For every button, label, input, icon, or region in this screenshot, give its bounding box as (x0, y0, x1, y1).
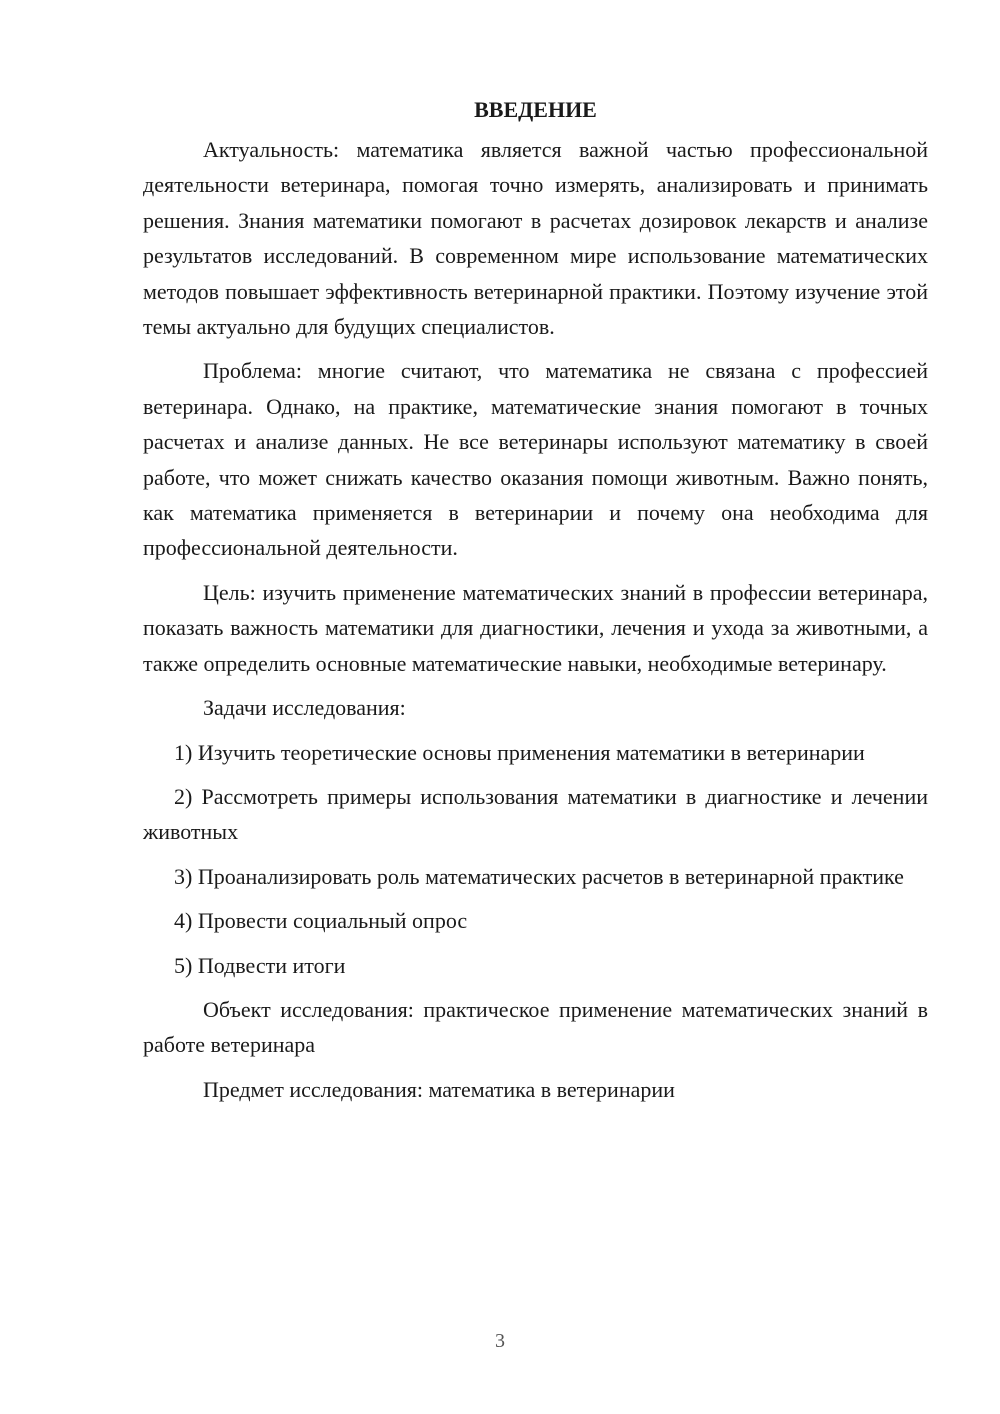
page-title: ВВЕДЕНИЕ (474, 97, 597, 122)
task-item-5: 5) Подвести итоги (174, 952, 346, 978)
task-item-2: 2) Рассмотреть примеры использования математики в диагностике и лечении животных (143, 783, 928, 845)
task-item-3: 3) Проанализировать роль математических расчетов в ветеринарной практике (174, 863, 904, 889)
tasks-heading: Задачи исследования: (203, 695, 406, 721)
page-number: 3 (495, 1330, 505, 1352)
document-page (143, 92, 928, 1116)
relevance-paragraph: Актуальность: математика является важной частью профессиональной деятельности ветеринара, помогая точно измерять, анализировать и принимать решения. Знания математики помогают в расчетах дозировок лекарств и анализе результатов исследований. В современном мире использование математических методов повышает эффективность ветеринарной практики. Поэтому изучение этой темы актуально для будущих специалистов. (143, 137, 928, 340)
research-object-paragraph: Объект исследования: практическое применение математических знаний в работе ветеринара (143, 996, 928, 1058)
research-subject-paragraph: Предмет исследования: математика в ветеринарии (203, 1076, 675, 1102)
task-item-1: 1) Изучить теоретические основы применения математики в ветеринарии (174, 739, 865, 765)
goal-paragraph: Цель: изучить применение математических знаний в профессии ветеринара, показать важность математики для диагностики, лечения и ухода за животными, а также определить основные математические навыки, необходимые ветеринару. (143, 579, 928, 676)
problem-paragraph: Проблема: многие считают, что математика не связана с профессией ветеринара. Однако, на практике, математические знания помогают в точных расчетах и анализе данных. Не все ветеринары используют математику в своей работе, что может снижать качество оказания помощи животным. Важно понять, как математика применяется в ветеринарии и почему она необходима для профессиональной деятельности. (143, 358, 928, 561)
task-item-4: 4) Провести социальный опрос (174, 908, 468, 934)
